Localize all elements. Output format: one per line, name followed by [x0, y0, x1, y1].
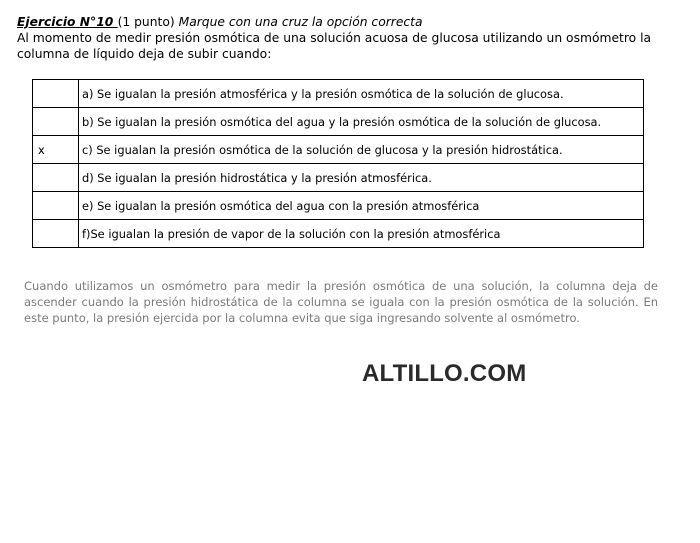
option-mark-cell[interactable]: [33, 192, 79, 220]
question-text: Al momento de medir presión osmótica de una solución acuosa de glucosa utilizando un osmómetro la columna de líquido deja de subir cuando:: [17, 31, 652, 61]
option-row-c: [33, 136, 644, 164]
option-row-e: [33, 192, 644, 220]
option-text: d) Se igualan la presión hidrostática y la presión atmosférica.: [79, 164, 644, 192]
exercise-instruction: Marque con una cruz la opción correcta: [178, 15, 423, 29]
options-table: [32, 79, 644, 248]
option-mark-cell[interactable]: [33, 108, 79, 136]
site-watermark: ALTILLO.COM: [362, 360, 527, 387]
option-mark-cell[interactable]: x: [33, 136, 79, 164]
exercise-points: (1 punto): [117, 15, 179, 29]
answer-explanation: Cuando utilizamos un osmómetro para medir la presión osmótica de una solución, la columna deja de ascender cuando la presión hidrostática de la columna se iguala con la presión osmótica de la solución. En este punto, la presión ejercida por la columna evita que siga ingresando solvente al osmómetro.: [24, 279, 658, 325]
option-mark-cell[interactable]: [33, 164, 79, 192]
option-text: c) Se igualan la presión osmótica de la solución de glucosa y la presión hidrostática.: [79, 136, 644, 164]
option-text: e) Se igualan la presión osmótica del agua con la presión atmosférica: [79, 192, 644, 220]
option-row-f: [33, 220, 644, 248]
option-text: f)Se igualan la presión de vapor de la solución con la presión atmosférica: [79, 220, 644, 248]
option-mark-cell[interactable]: [33, 220, 79, 248]
option-row-a: [33, 80, 644, 108]
option-row-d: [33, 164, 644, 192]
option-text: a) Se igualan la presión atmosférica y la presión osmótica de la solución de glucosa.: [79, 80, 644, 108]
option-text: b) Se igualan la presión osmótica del agua y la presión osmótica de la solución de glucosa.: [79, 108, 644, 136]
option-mark-cell[interactable]: [33, 80, 79, 108]
exercise-label: Ejercicio N°10: [17, 15, 118, 29]
option-row-b: [33, 108, 644, 136]
exercise-header: [17, 14, 677, 62]
